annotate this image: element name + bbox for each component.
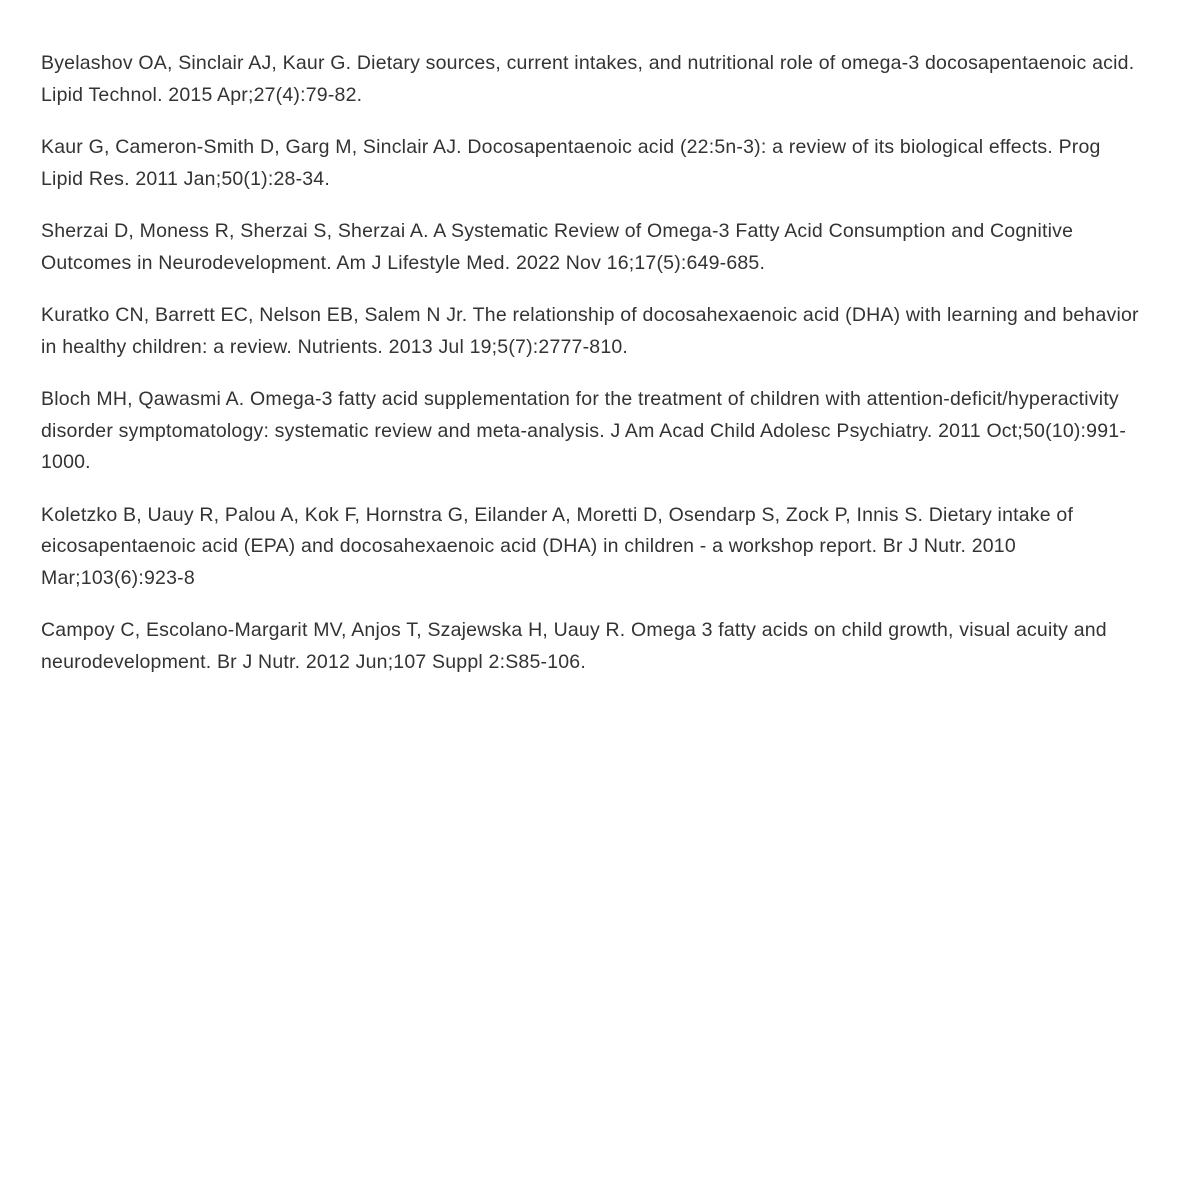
reference-item: Byelashov OA, Sinclair AJ, Kaur G. Dietary sources, current intakes, and nutritional role of omega-3 docosapentaenoic acid. Lipid Technol. 2015 Apr;27(4):79-82. <box>41 52 1135 106</box>
reference-item: Campoy C, Escolano-Margarit MV, Anjos T, Szajewska H, Uauy R. Omega 3 fatty acids on child growth, visual acuity and neurodevelopment. Br J Nutr. 2012 Jun;107 Suppl 2:S85-106. <box>41 619 1107 673</box>
references-list <box>41 48 1148 678</box>
reference-item: Kaur G, Cameron-Smith D, Garg M, Sinclair AJ. Docosapentaenoic acid (22:5n-3): a review of its biological effects. Prog Lipid Res. 2011 Jan;50(1):28-34. <box>41 136 1101 190</box>
reference-item: Kuratko CN, Barrett EC, Nelson EB, Salem N Jr. The relationship of docosahexaenoic acid (DHA) with learning and behavior in healthy children: a review. Nutrients. 2013 Jul 19;5(7):2777-810. <box>41 304 1139 358</box>
reference-item: Sherzai D, Moness R, Sherzai S, Sherzai A. A Systematic Review of Omega-3 Fatty Acid Consumption and Cognitive Outcomes in Neurodevelopment. Am J Lifestyle Med. 2022 Nov 16;17(5):649-685. <box>41 220 1074 274</box>
reference-item: Bloch MH, Qawasmi A. Omega-3 fatty acid supplementation for the treatment of children with attention-deficit/hyperactivity disorder symptomatology: systematic review and meta-analysis. J Am Acad Child Adolesc Psychiatry. 2011 Oct;50(10):991-1000. <box>41 388 1127 473</box>
reference-item: Koletzko B, Uauy R, Palou A, Kok F, Hornstra G, Eilander A, Moretti D, Osendarp S, Zock P, Innis S. Dietary intake of eicosapentaenoic acid (EPA) and docosahexaenoic acid (DHA) in children - a workshop report. Br J Nutr. 2010 Mar;103(6):923-8 <box>41 503 1074 589</box>
